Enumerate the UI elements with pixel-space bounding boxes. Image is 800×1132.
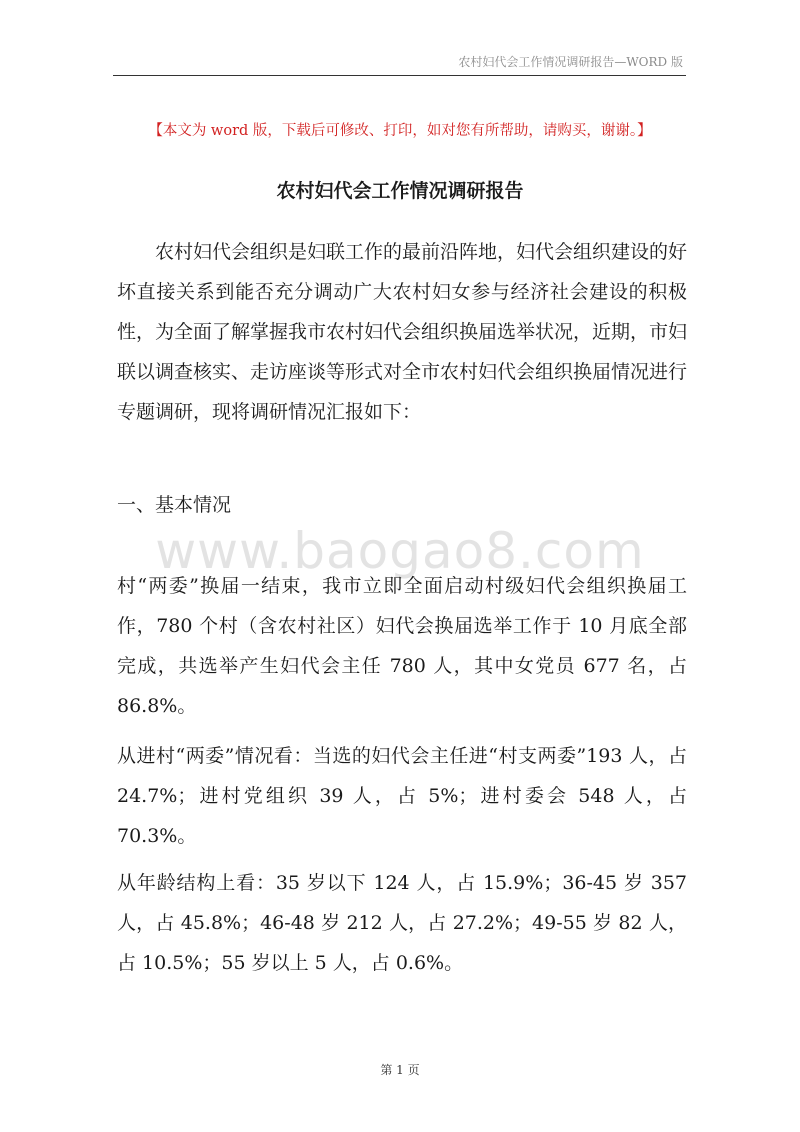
- intro-paragraph: 农村妇代会组织是妇联工作的最前沿阵地，妇代会组织建设的好坏直接关系到能否充分调动广大农村妇女参与经济社会建设的积极性，为全面了解掌握我市农村妇代会组织换届选举状况，近期，市妇联以调查核实、走访座谈等形式对全市农村妇代会组织换届情况进行专题调研，现将调研情况汇报如下：: [117, 241, 688, 423]
- header-divider: [113, 75, 686, 76]
- running-header: 农村妇代会工作情况调研报告—WORD 版: [458, 55, 683, 69]
- paragraph-age-structure: 从年龄结构上看：35 岁以下 124 人，占 15.9%；36-45 岁 357 人，占 45.8%；46-48 岁 212 人，占 27.2%；49-55 岁 82 人，占 10.5%；55 岁以上 5 人，占 0.6%。: [117, 872, 687, 974]
- document-title: 农村妇代会工作情况调研报告: [276, 180, 524, 202]
- purchase-notice: 【本文为 word 版，下载后可修改、打印，如对您有所帮助，请购买，谢谢。】: [148, 123, 652, 139]
- watermark: www.baogao8.com: [155, 522, 645, 580]
- paragraph-committee-stats: 从进村“两委”情况看：当选的妇代会主任进“村支两委”193 人，占 24.7%；进村党组织 39 人，占 5%；进村委会 548 人，占 70.3%。: [117, 745, 687, 847]
- paragraph-election-summary: 村“两委”换届一结束，我市立即全面启动村级妇代会组织换届工作，780 个村（含农村社区）妇代会换届选举工作于 10 月底全部完成，共选举产生妇代会主任 780 人，其中女党员 677 名，占 86.8%。: [117, 575, 687, 717]
- page-number: 第 1 页: [380, 1063, 420, 1077]
- section-heading: 一、基本情况: [117, 494, 232, 516]
